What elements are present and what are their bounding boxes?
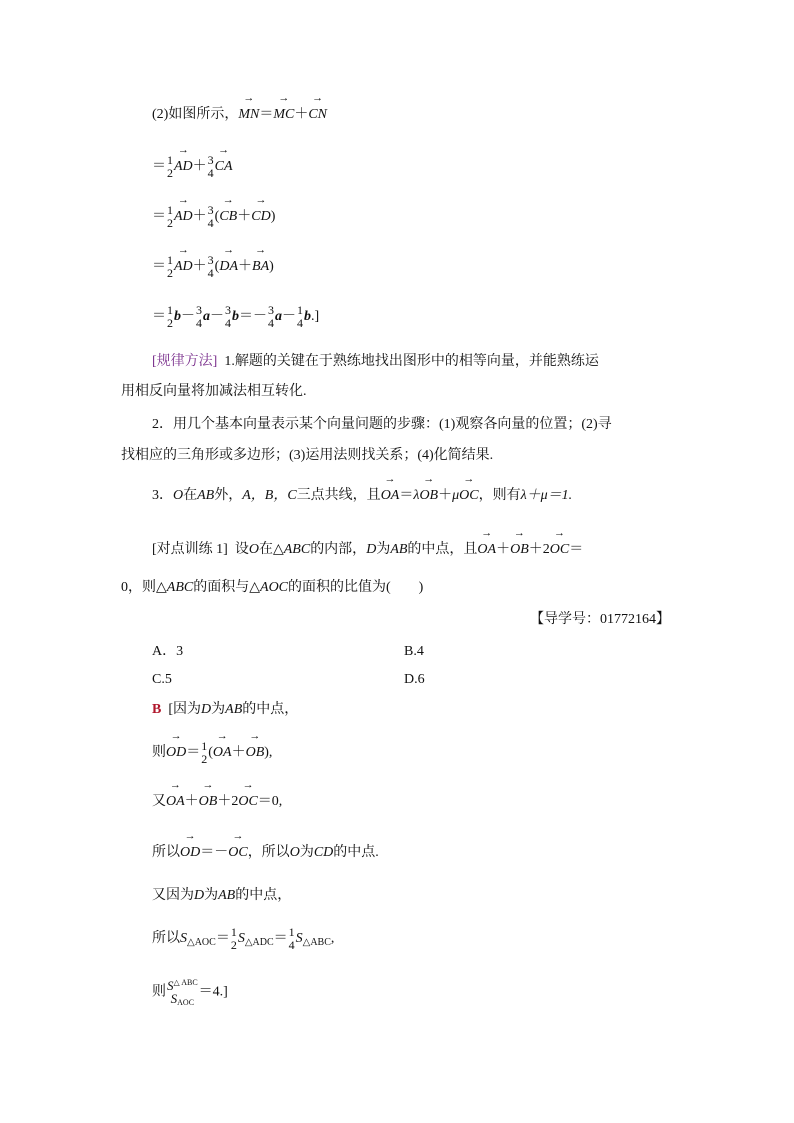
derivation-line-2: ＝ 1 2 → AD＋ 3 4 → CA [152,154,233,180]
vector-cb: → CB [219,207,237,227]
option-a: A．3 [152,644,184,659]
intro-text: (2)如图所示， [152,107,239,122]
vector-cd: → CD [251,207,270,227]
vector-od: → OD [166,743,186,763]
derivation-line-3: ＝ 1 2 → AD＋ 3 4 (→ CB＋→ CD) [152,204,275,230]
vector-cn: → CN [308,105,327,125]
derivation-line-5: ＝ 1 2 b－ 3 4 a－ 3 4 b＝－ 3 4 a－ 1 4 b.] [152,303,320,330]
vector-oc: → OC [459,486,478,506]
answer-line-5: 又因为D为AB的中点， [152,888,292,903]
derivation-line-4: ＝ 1 2 → AD＋ 3 4 (→ DA＋→ BA) [152,254,274,280]
exercise-line-1: [对点训练 1] 设O在△ABC的内部，D为AB的中点，且→ OA＋→ OB＋2→ OC＝ [152,540,583,560]
answer-line-2: 则→ OD＝ 1 2 (→ OA＋→ OB), [152,740,272,766]
answer-letter: B [152,702,162,717]
guide-number: 【导学号：01772164】 [530,612,670,627]
option-b: B.4 [404,644,424,659]
vector-mc: → MC [273,105,294,125]
answer-line-3: 又→ OA＋→ OB＋2→ OC＝0, [152,792,282,812]
vector-ad: → AD [174,157,193,177]
vector-mn: → MN [238,105,259,125]
method-paragraph-2-cont: 找相应的三角形或多边形；(3)运用法则找关系；(4)化简结果. [121,448,494,463]
derivation-line-1: (2)如图所示，→ MN＝→ MC＋→ CN [152,105,327,125]
method-paragraph-1-cont: 用相反向量将加减法相互转化. [121,384,307,399]
answer-line-1: B [因为D为AB的中点， [152,702,299,717]
exercise-tag: [对点训练 1] [152,542,228,557]
answer-line-7: 则 $S^{\triangle ABC}$ SAOC ＝4.] [152,978,228,1007]
vector-da: → DA [219,257,238,277]
vector-ob: → OB [419,486,438,506]
answer-line-4: 所以→ OD＝－→ OC，所以O为CD的中点. [152,843,379,863]
method-tag: [规律方法] [152,354,218,369]
fraction-half: 1 2 [167,153,173,180]
vector-ba: → BA [252,257,269,277]
option-c: C.5 [152,672,172,687]
fraction-three-quarters: 3 4 [207,153,214,180]
method-paragraph-1: [规律方法] 1.解题的关键在于熟练地找出图形中的相等向量，并能熟练运 [152,354,599,369]
option-d: D.6 [404,672,425,687]
vector-oa: → OA [381,486,400,506]
fraction-one-quarter: 1 4 [297,303,303,330]
area-ratio-fraction: $S^{\triangle ABC}$ SAOC [167,978,198,1007]
answer-line-6: 所以$S_{\triangle AOC}=$ 1 2 $S_{\triangle ADC}=$ 1 4 $S_{\triangle ABC}$, [152,925,335,952]
method-paragraph-3: 3．O在AB外，A，B，C三点共线，且→ OA＝λ→ OB＋μ→ OC，则有λ＋μ＝1. [152,486,572,506]
vector-ca: → CA [215,157,233,177]
method-paragraph-2: 2．用几个基本向量表示某个向量问题的步骤：(1)观察各向量的位置；(2)寻 [152,417,612,432]
exercise-line-2: 0，则△ABC的面积与△AOC的面积的比值为( ) [121,580,424,595]
